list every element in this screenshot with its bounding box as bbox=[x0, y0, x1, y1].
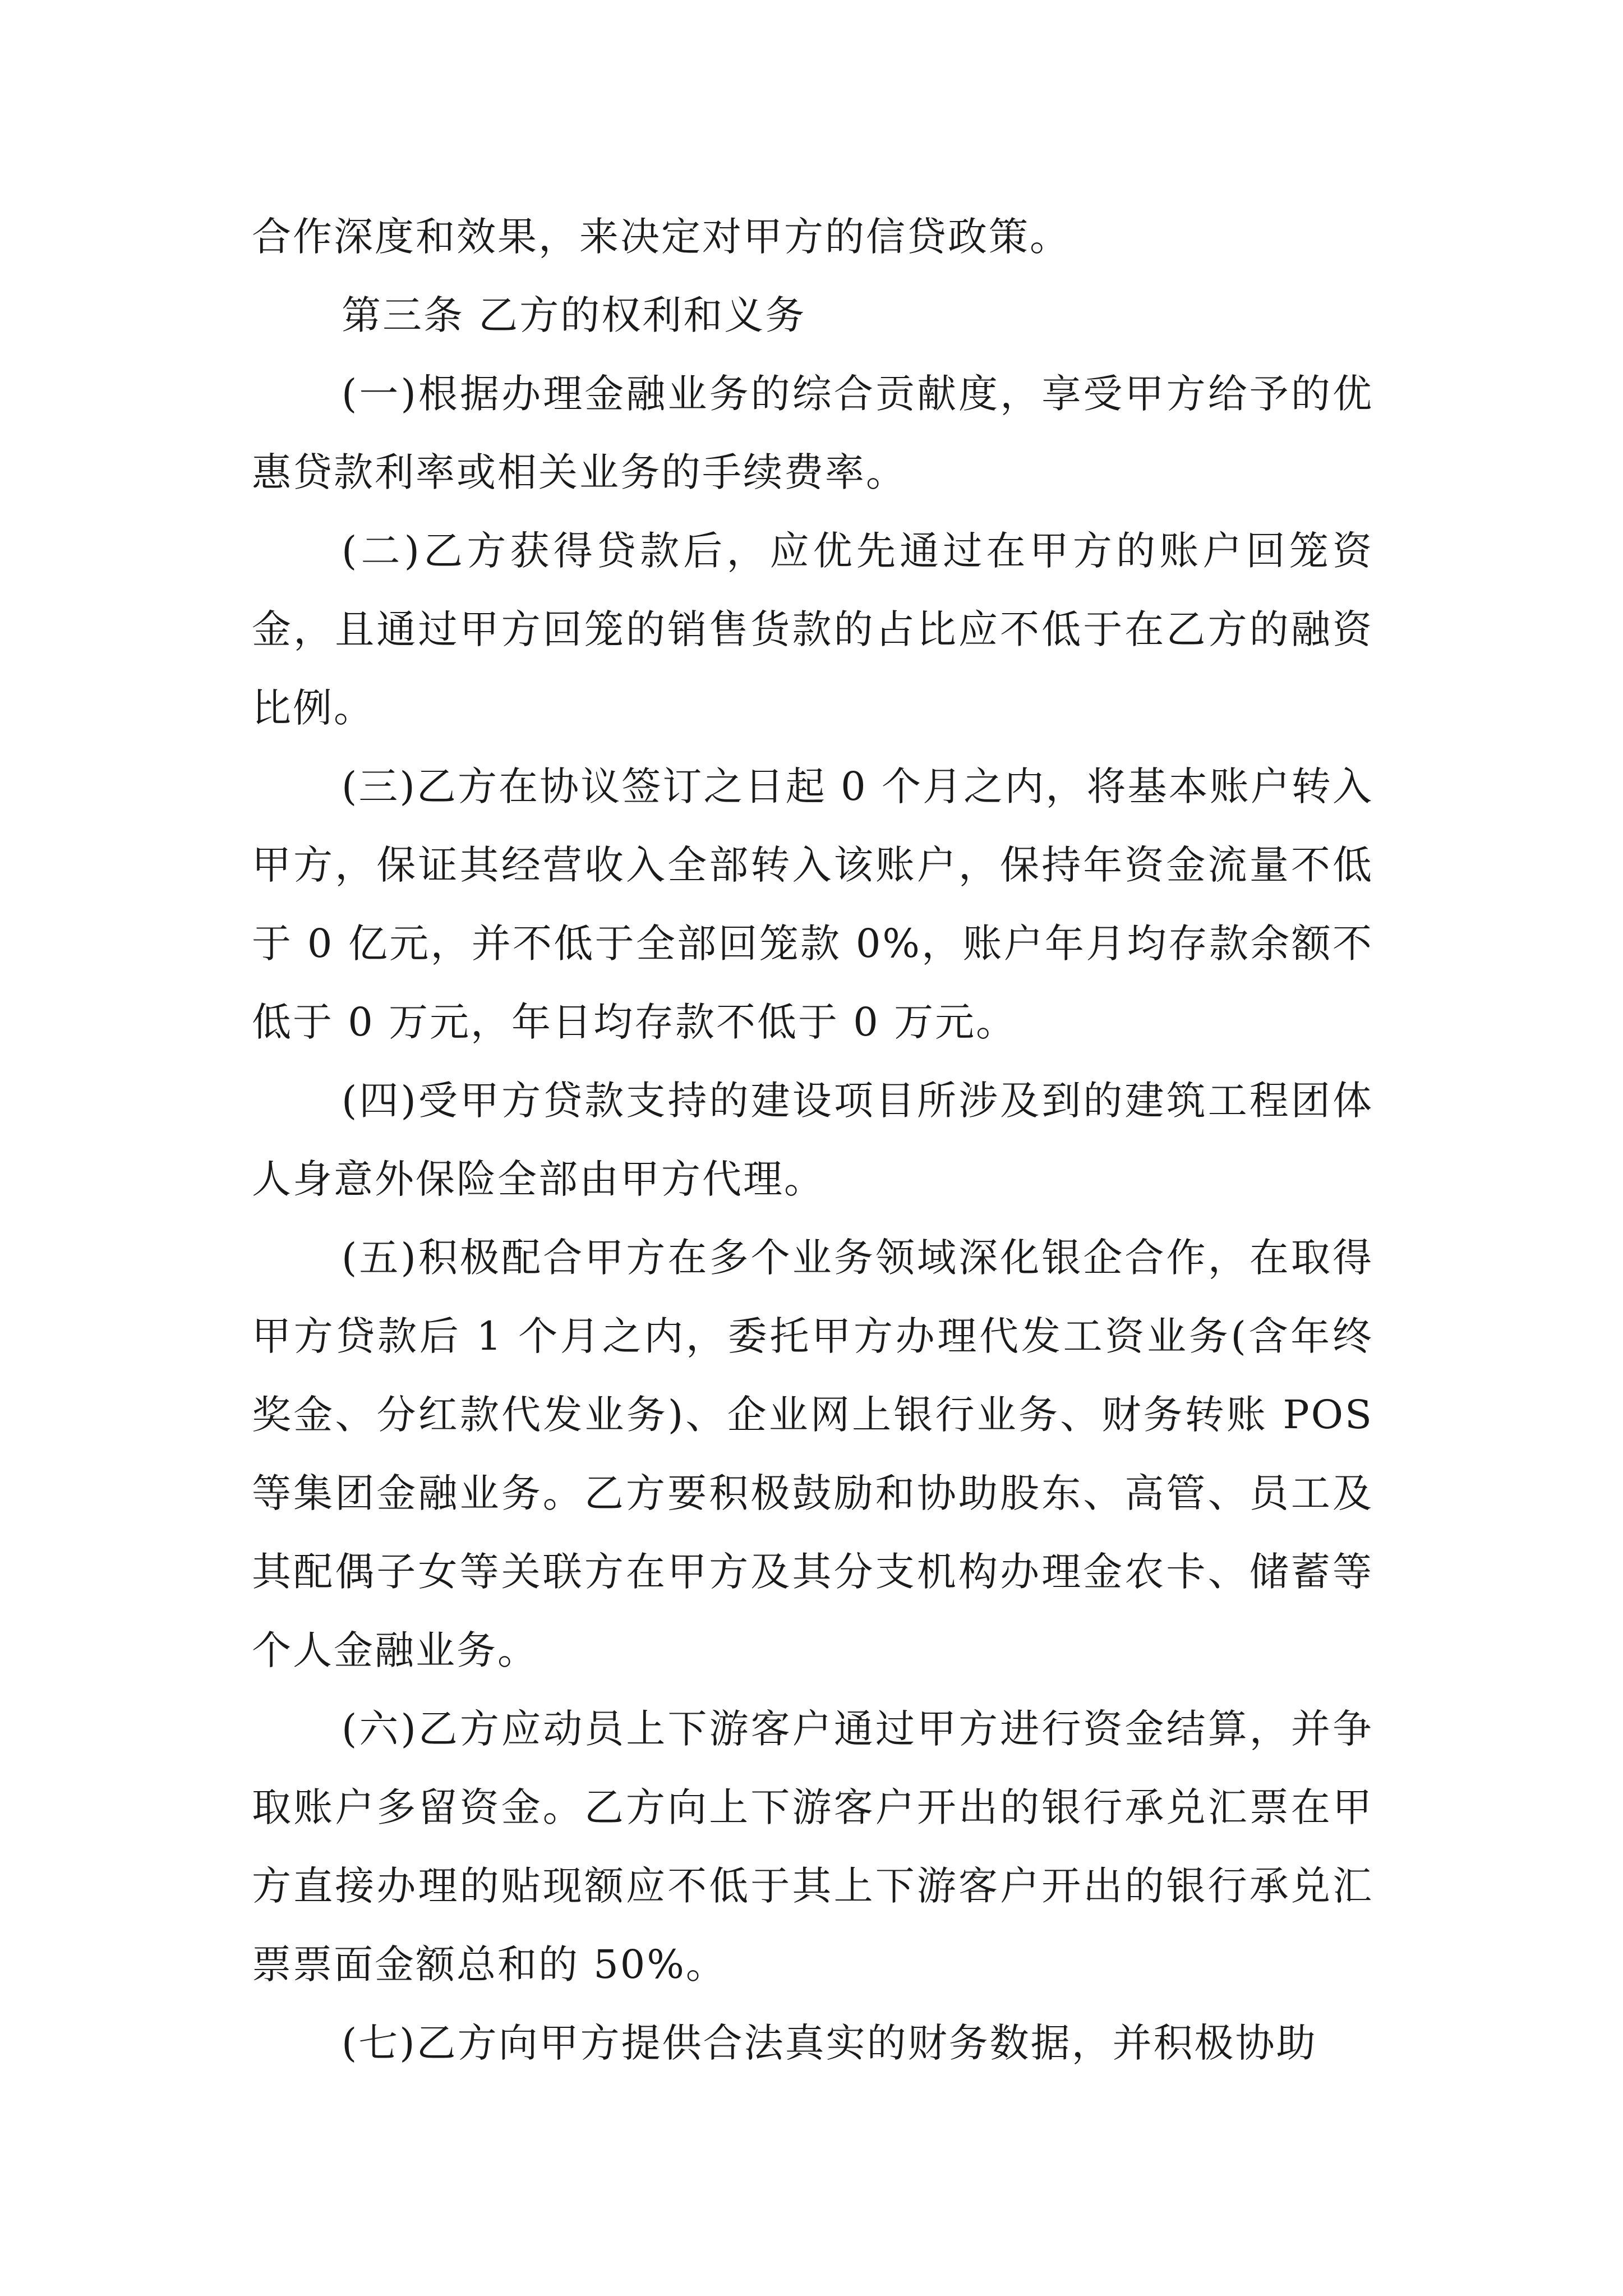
paragraph-continuation: 合作深度和效果，来决定对甲方的信贷政策。 bbox=[252, 214, 1071, 260]
clause-paragraph-3: (三)乙方在协议签订之日起 0 个月之内，将基本账户转入甲方，保证其经营收入全部转入该账户，保持年资金流量不低于 0 亿元，并不低于全部回笼款 0%，账户年月均存款余额不低于 0 万元，年日均存款不低于 0 万元。 bbox=[252, 763, 1373, 1045]
document-body bbox=[252, 197, 1373, 2082]
clause-paragraph-2: (二)乙方获得贷款后，应优先通过在甲方的账户回笼资金，且通过甲方回笼的销售货款的占比应不低于在乙方的融资比例。 bbox=[252, 528, 1373, 731]
clause-paragraph-7: (七)乙方向甲方提供合法真实的财务数据，并积极协助 bbox=[342, 2020, 1317, 2066]
clause-paragraph-1: (一)根据办理金融业务的综合贡献度，享受甲方给予的优惠贷款利率或相关业务的手续费率。 bbox=[252, 371, 1373, 495]
clause-paragraph-4: (四)受甲方贷款支持的建设项目所涉及到的建筑工程团体人身意外保险全部由甲方代理。 bbox=[252, 1078, 1373, 1202]
clause-paragraph-6: (六)乙方应动员上下游客户通过甲方进行资金结算，并争取账户多留资金。乙方向上下游客户开出的银行承兑汇票在甲方直接办理的贴现额应不低于其上下游客户开出的银行承兑汇票票面金额总和的 50%。 bbox=[252, 1706, 1373, 1987]
article-heading: 第三条 乙方的权利和义务 bbox=[342, 292, 806, 338]
clause-paragraph-5: (五)积极配合甲方在多个业务领域深化银企合作，在取得甲方贷款后 1 个月之内，委托甲方办理代发工资业务(含年终奖金、分红款代发业务)、企业网上银行业务、财务转账 POS 等集团金融业务。乙方要积极鼓励和协助股东、高管、员工及其配偶子女等关联方在甲方及其分支机构办理金农卡、储蓄等个人金融业务。 bbox=[252, 1235, 1373, 1673]
